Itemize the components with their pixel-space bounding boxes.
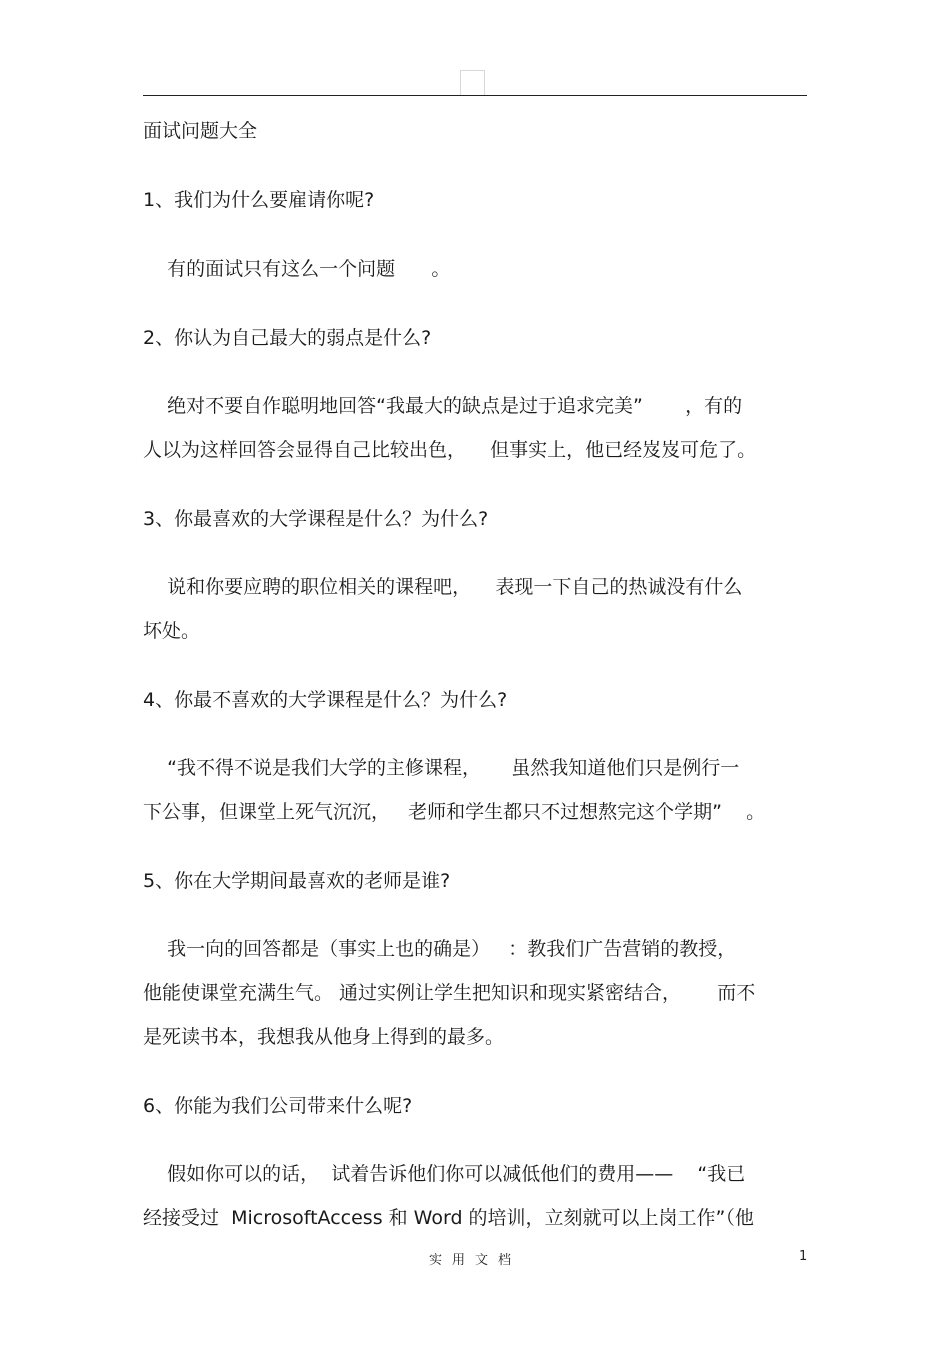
answer-6-line-1: 假如你可以的话， 试着告诉他们你可以减低他们的费用—— “我已 — [143, 1163, 746, 1185]
answer-4-line-1: “我不得不说是我们大学的主修课程， 虽然我知道他们只是例行一 — [143, 757, 740, 779]
header-rule — [143, 95, 807, 96]
question-4: 4、你最不喜欢的大学课程是什么？为什么? — [143, 689, 508, 711]
footer-label: 实用文档 — [428, 1253, 521, 1268]
answer-5-line-3: 是死读书本，我想我从他身上得到的最多。 — [143, 1026, 505, 1048]
answer-3-line-1: 说和你要应聘的职位相关的课程吧， 表现一下自己的热诚没有什么 — [143, 576, 743, 598]
answer-1-line-1: 有的面试只有这么一个问题 。 — [143, 258, 451, 280]
header-placeholder-box — [460, 70, 485, 95]
answer-6-line-2: 经接受过 MicrosoftAccess 和 Word 的培训，立刻就可以上岗工作”（他 — [143, 1207, 754, 1229]
answer-5-line-1: 我一向的回答都是（事实上也的确是） ：教我们广告营销的教授， — [143, 938, 737, 960]
question-2: 2、你认为自己最大的弱点是什么? — [143, 327, 432, 349]
answer-3-line-2: 坏处。 — [143, 620, 201, 642]
document-title: 面试问题大全 — [143, 120, 258, 142]
answer-4-line-2: 下公事，但课堂上死气沉沉， 老师和学生都只不过想熬完这个学期” 。 — [143, 801, 766, 823]
question-3: 3、你最喜欢的大学课程是什么？为什么? — [143, 508, 489, 530]
answer-5-line-2: 他能使课堂充满生气。 通过实例让学生把知识和现实紧密结合， 而不 — [143, 982, 756, 1004]
answer-2-line-1: 绝对不要自作聪明地回答“我最大的缺点是过于追求完美” ，有的 — [143, 395, 743, 417]
answer-2-line-2: 人以为这样回答会显得自己比较出色， 但事实上，他已经岌岌可危了。 — [143, 439, 757, 461]
document-body — [143, 115, 807, 1229]
page-number: 1 — [799, 1249, 808, 1264]
question-1: 1、我们为什么要雇请你呢? — [143, 189, 375, 211]
question-6: 6、你能为我们公司带来什么呢? — [143, 1095, 413, 1117]
question-5: 5、你在大学期间最喜欢的老师是谁? — [143, 870, 451, 892]
